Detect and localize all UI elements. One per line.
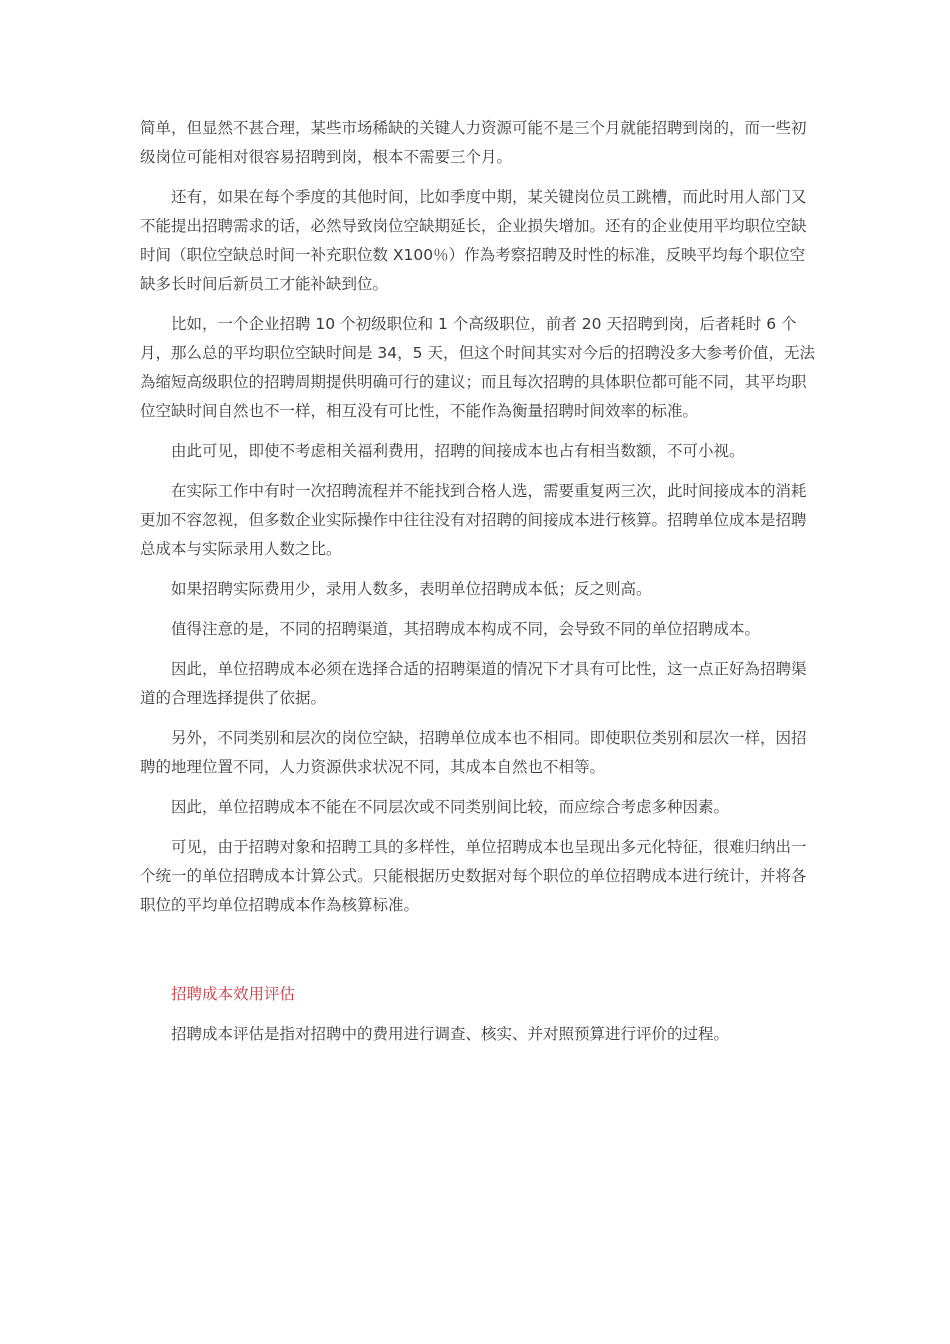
paragraph: 值得注意的是，不同的招聘渠道，其招聘成本构成不同，会导致不同的单位招聘成本。 [171,620,761,638]
paragraph-closing: 招聘成本评估是指对招聘中的费用进行调查、核实、并对照预算进行评价的过程。 [171,1025,730,1043]
paragraph: 比如，一个企业招聘 10 个初级职位和 1 个高级职位，前者 20 天招聘到岗，后者耗时 6 个月，那么总的平均职位空缺时间是 34，5 天，但这个时间其实对今后的招聘没多大参考价值，无法為缩短高级职位的招聘周期提供明确可行的建议；而且每次招聘的具体职位都可能不同，其平均职位空缺时间自然也不一样，相互没有可比性，不能作為衡量招聘时间效率的标准。 [140,315,815,420]
paragraph: 在实际工作中有时一次招聘流程并不能找到合格人选，需要重复两三次，此时间接成本的消耗更加不容忽视，但多数企业实际操作中往往没有对招聘的间接成本进行核算。招聘单位成本是招聘总成本与实际录用人数之比。 [140,482,807,558]
paragraph: 还有，如果在每个季度的其他时间，比如季度中期，某关键岗位员工跳槽，而此时用人部门又不能提出招聘需求的话，必然导致岗位空缺期延长，企业损失增加。还有的企业使用平均职位空缺时间（职位空缺总时间一补充职位数 X100％）作為考察招聘及时性的标准，反映平均每个职位空缺多长时间后新员工才能补缺到位。 [140,188,807,293]
paragraph: 可见，由于招聘对象和招聘工具的多样性，单位招聘成本也呈现出多元化特征，很难归纳出一个统一的单位招聘成本计算公式。只能根据历史数据对每个职位的单位招聘成本进行统计，并将各职位的平均单位招聘成本作為核算标准。 [140,838,807,914]
paragraph: 因此，单位招聘成本必须在选择合适的招聘渠道的情况下才具有可比性，这一点正好為招聘渠道的合理选择提供了依据。 [140,660,807,707]
paragraph: 由此可见，即使不考虑相关福利费用，招聘的间接成本也占有相当数额，不可小视。 [171,442,745,460]
paragraph: 另外，不同类别和层次的岗位空缺，招聘单位成本也不相同。即使职位类别和层次一样，因招聘的地理位置不同，人力资源供求状况不同，其成本自然也不相等。 [140,729,807,776]
section-heading: 招聘成本效用评估 [171,985,296,1003]
paragraph: 因此，单位招聘成本不能在不同层次或不同类别间比较，而应综合考虑多种因素。 [171,798,730,816]
document-page [140,114,820,1049]
paragraph: 如果招聘实际费用少，录用人数多，表明单位招聘成本低；反之则高。 [171,580,652,598]
paragraph-continuation: 简单，但显然不甚合理，某些市场稀缺的关键人力资源可能不是三个月就能招聘到岗的，而一些初级岗位可能相对很容易招聘到岗，根本不需要三个月。 [140,119,807,166]
